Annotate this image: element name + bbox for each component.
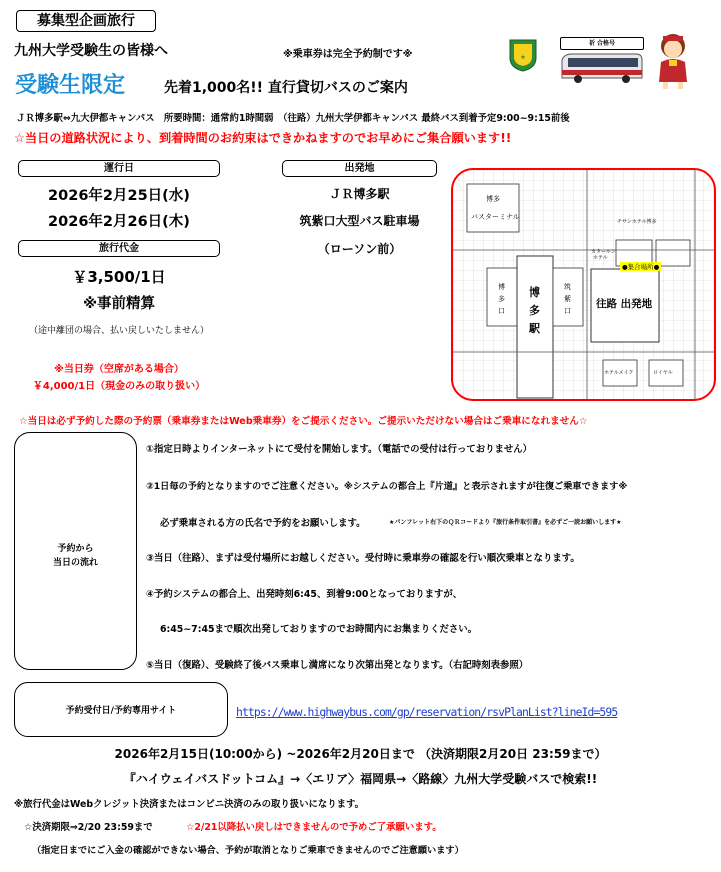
map-station-2: 多 — [529, 304, 540, 317]
schedule-date-1: 2026年2月25日(水) — [48, 188, 190, 204]
flow-step-2-pamphlet: ★パンフレット右下のＱＲコードより『旅行条件取引書』を必ずご一読お願いします★ — [389, 519, 622, 526]
refund-note: （途中離団の場合、払い戻しいたしません） — [28, 326, 209, 336]
map-shop-2: ホテル — [593, 255, 608, 261]
access-map — [451, 168, 716, 401]
map-station-1: 博 — [529, 286, 540, 299]
bus-icon — [558, 52, 644, 86]
schedule-date-2: 2026年2月26日(木) — [48, 214, 190, 230]
deadline-note: ☆決済期限⇒2/20 23:59まで — [24, 822, 153, 833]
departure-label: 出発地 — [282, 160, 437, 177]
map-exit-left-2: 多 — [498, 295, 505, 303]
map-exit-right-3: 口 — [564, 307, 571, 315]
greeting: 九州大学受験生の皆様へ — [14, 43, 168, 59]
sameday-price: ￥4,000/1日（現金のみの取り扱い） — [32, 381, 206, 392]
departure-line-2: 筑紫口大型バス駐車場 — [299, 214, 420, 228]
flow-label-box — [14, 432, 137, 670]
map-shop-4: ホテルメイク — [604, 370, 634, 376]
flow-step-4-detail: 6:45~7:45まで順次出発しておりますのでお時間内にお集まりください。 — [160, 624, 477, 635]
search-hint: 『ハイウェイバスドットコム』→〈エリア〉福岡県→〈路線〉九州大学受験バスで検索!! — [123, 772, 598, 786]
map-grid — [453, 170, 714, 399]
departure-area-label: 往路 出発地 — [596, 298, 653, 310]
fare-price: ￥3,500/1日 — [72, 268, 166, 286]
svg-text:★: ★ — [520, 54, 526, 61]
flow-step-3: ③当日（往路）、まずは受付場所にお越しください。受付時に乗車券の確認を行い順次乗車となります。 — [146, 553, 580, 564]
sameday-title: ※当日券（空席がある場合） — [54, 364, 184, 375]
road-warning: ☆当日の道路状況により、到着時間のお約束はできかねますのでお早めにご集合願います!! — [14, 131, 512, 145]
flow-step-5: ⑤当日（復路）、受験終了後バス乗車し満席になり次第出発となります。（右記時刻表参照） — [146, 660, 529, 671]
departure-line-1: ＪＲ博多駅 — [329, 187, 390, 201]
map-terminal-label: バスターミナル — [471, 213, 520, 221]
booking-url-link[interactable]: https://www.highwaybus.com/gp/reservation/rsvPlanList?lineId=595 — [236, 705, 618, 719]
flow-step-2-name: 必ず乗車される方の氏名で予約をお願いします。 — [160, 518, 366, 529]
flow-step-2: ②1日毎の予約となりますのでご注意ください。※システムの都合上『片道』と表示されますが往復ご乗車できます※ — [146, 481, 628, 492]
map-exit-left-1: 博 — [498, 283, 505, 291]
flow-step-1: ①指定日時よりインターネットにて受付を開始します。（電話での受付は行っておりません） — [146, 444, 533, 455]
map-shop-3: チサンホテル博多 — [617, 219, 657, 225]
booking-period: 2026年2月15日(10:00から) ~2026年2月20日まで （決済期限2月20日 23:59まで） — [114, 747, 607, 761]
map-terminal-name: 博多 — [486, 195, 500, 203]
map-exit-right-1: 筑 — [564, 283, 571, 291]
university-emblem-icon — [508, 38, 538, 72]
cancel-note: （指定日までにご入金の確認ができない場合、予約が取消となりご乗車できませんのでご注意願います） — [32, 845, 464, 856]
title-highlight: 受験生限定 — [15, 73, 126, 98]
flow-label-1: 予約から — [57, 544, 94, 554]
prepay-note: ※事前精算 — [82, 296, 156, 312]
booking-label: 予約受付日/予約専用サイト — [65, 706, 177, 716]
fare-label: 旅行代金 — [18, 240, 220, 257]
map-shop-5: ロイヤル — [653, 370, 673, 376]
departure-line-3: （ローソン前） — [317, 242, 402, 256]
booking-label-box — [14, 682, 228, 737]
badge-label: 祈 合格号 — [560, 37, 644, 50]
title-rest: 先着1,000名!! 直行貸切バスのご案内 — [164, 80, 408, 96]
tour-type-label: 募集型企画旅行 — [16, 10, 156, 32]
route-line: ＪＲ博多駅⇔九大伊都キャンパス 所要時間：通常約1時間弱 （往路）九州大学伊都キャンパス 最終バス到着予定9:00~9:15前後 — [16, 113, 570, 124]
meeting-point-label: ●集合場所● — [622, 263, 660, 271]
map-exit-left-3: 口 — [498, 307, 505, 315]
flow-label-2: 当日の流れ — [52, 558, 98, 568]
ticket-notice: ☆当日は必ず予約した際の予約票（乗車券またはWeb乗車券）をご提示ください。ご提示いただけない場合はご乗車になれません☆ — [19, 416, 588, 427]
map-exit-right-2: 紫 — [564, 295, 571, 303]
map-station-3: 駅 — [529, 322, 540, 335]
schedule-label: 運行日 — [18, 160, 220, 177]
no-refund-note: ☆2/21以降払い戻しはできませんので予めご了承願います。 — [186, 822, 442, 833]
reservation-note: ※乗車券は完全予約制です※ — [283, 49, 413, 60]
map-shop-1: カタールン — [591, 249, 616, 255]
payment-note: ※旅行代金はWebクレジット決済またはコンビニ決済のみの取り扱いになります。 — [14, 799, 364, 810]
flow-step-4: ④予約システムの都合上、出発時刻6:45、到着9:00となっておりますが、 — [146, 589, 463, 600]
guide-character-icon — [651, 32, 695, 90]
